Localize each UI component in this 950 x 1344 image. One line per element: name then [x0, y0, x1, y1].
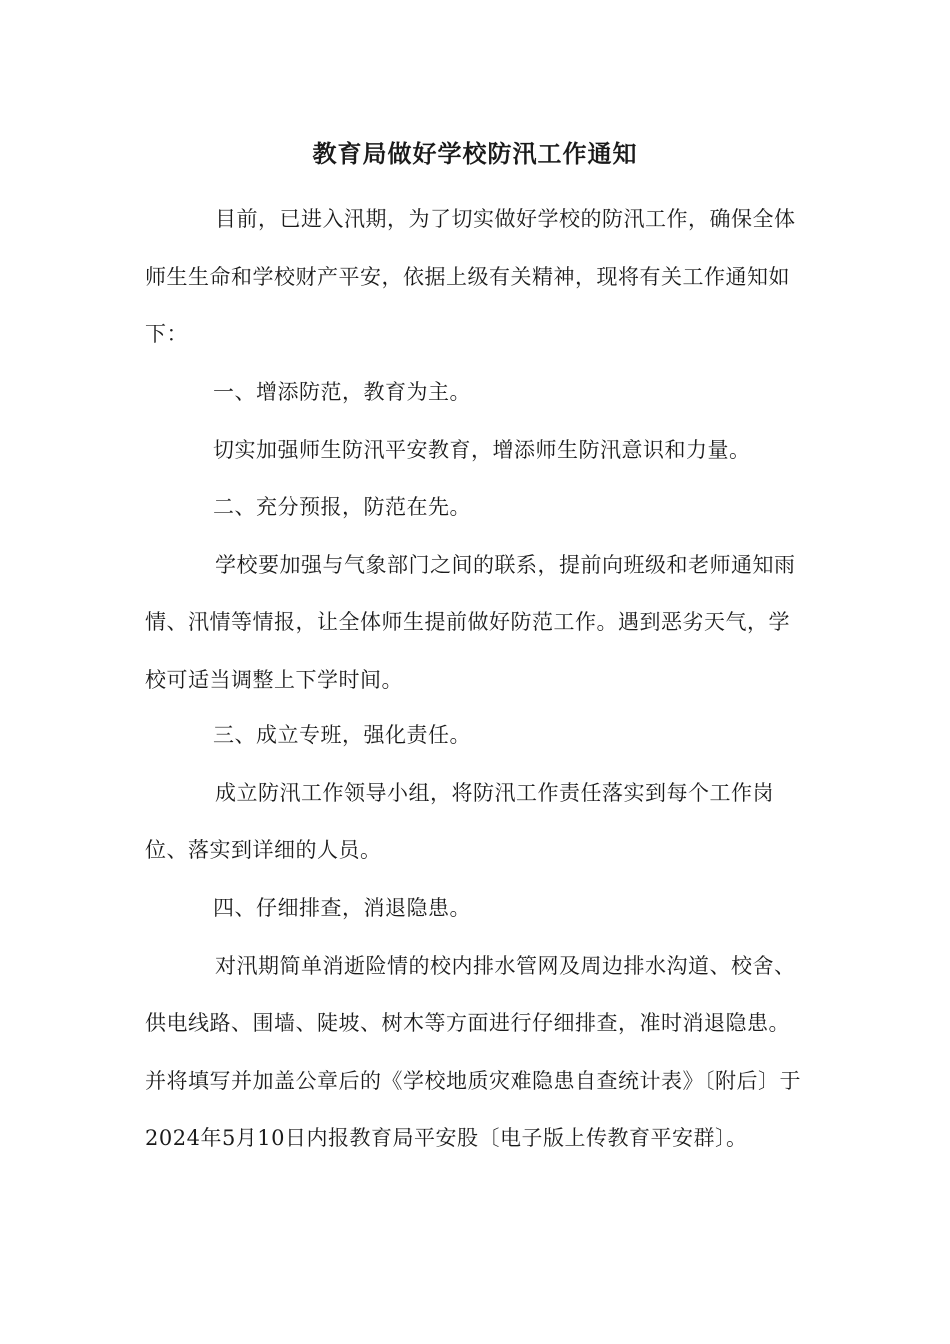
intro-paragraph-block — [145, 191, 805, 364]
section-heading: 二、充分预报，防范在先。 — [213, 495, 471, 519]
section-body: 对汛期简单消逝险情的校内排水管网及周边排水沟道、校舍、供电线路、围墙、陡坡、树木等方面进行仔细排查，准时消退隐患。并将填写并加盖公章后的《学校地质灾难隐患自查统计表》〔附后〕于2024年5月10日内报教育局平安股〔电子版上传教育平安群〕。 — [145, 953, 801, 1150]
section-body: 学校要加强与气象部门之间的联系，提前向班级和老师通知雨情、汛情等情报，让全体师生提前做好防范工作。遇到恶劣天气，学校可适当调整上下学时间。 — [145, 552, 796, 692]
intro-paragraph: 目前，已进入汛期，为了切实做好学校的防汛工作，确保全体师生生命和学校财产平安，依据上级有关精神，现将有关工作通知如下： — [145, 207, 796, 346]
section-heading: 一、增添防范，教育为主。 — [213, 380, 471, 404]
section-1 — [145, 364, 805, 479]
section-heading: 三、成立专班，强化责任。 — [213, 723, 471, 747]
section-2 — [145, 479, 805, 709]
section-body: 成立防汛工作领导小组，将防汛工作责任落实到每个工作岗位、落实到详细的人员。 — [145, 780, 774, 862]
section-heading: 四、仔细排查，消退隐患。 — [213, 896, 471, 920]
document-title: 教育局做好学校防汛工作通知 — [312, 139, 638, 168]
section-4 — [145, 880, 805, 1168]
section-body: 切实加强师生防汛平安教育，增添师生防汛意识和力量。 — [213, 437, 751, 462]
section-3 — [145, 707, 805, 880]
